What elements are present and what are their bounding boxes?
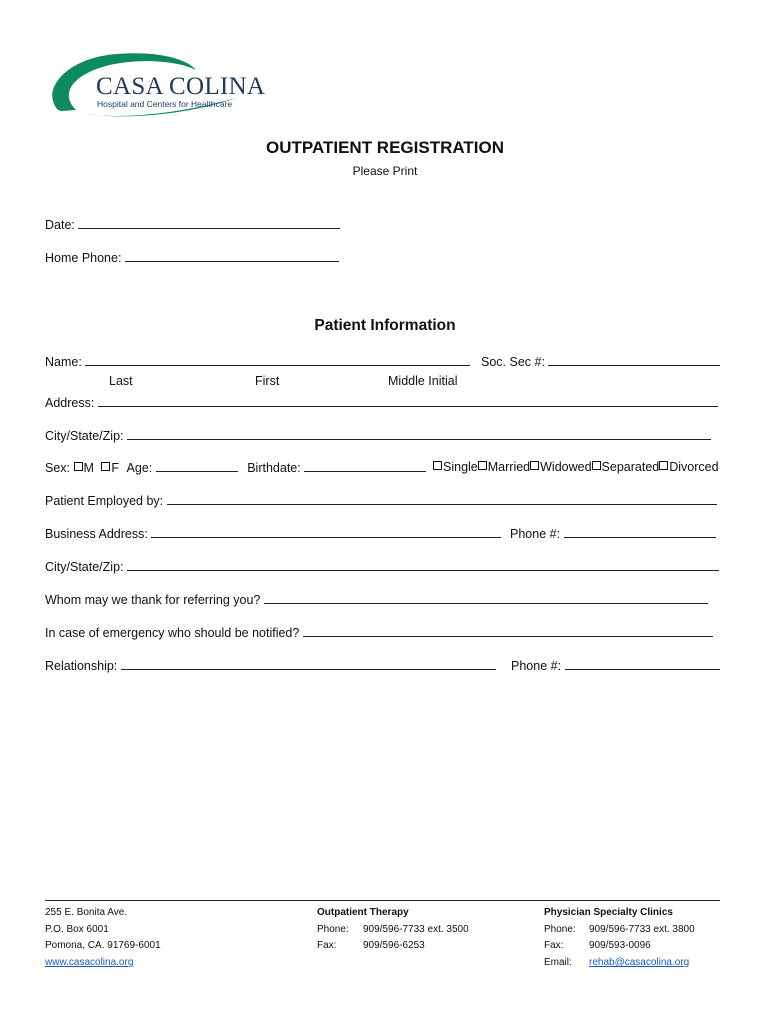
business-address-input-line[interactable] — [151, 526, 501, 538]
city-state-zip-field[interactable] — [45, 428, 711, 443]
marital-single-label: Single — [443, 460, 478, 474]
emergency-phone-input-line[interactable] — [565, 658, 720, 670]
footer-physician-email-link[interactable]: rehab@casacolina.org — [589, 957, 690, 968]
footer-outpatient-phone: 909/596-7733 ext. 3500 — [363, 924, 469, 935]
footer-physician-phone: 909/596-7733 ext. 3800 — [589, 924, 695, 935]
age-label: Age: — [126, 461, 153, 475]
footer-physician-fax-label: Fax: — [544, 940, 564, 951]
business-phone-input-line[interactable] — [564, 526, 716, 538]
address-field[interactable] — [45, 395, 718, 410]
logo-name: CASA COLINA — [96, 73, 266, 100]
home-phone-input-line[interactable] — [125, 250, 339, 262]
sex-label: Sex: — [45, 461, 71, 475]
section-title: Patient Information — [314, 317, 456, 334]
emergency-label: In case of emergency who should be notified? — [45, 626, 300, 640]
footer-outpatient-fax-label: Fax: — [317, 940, 337, 951]
marital-married-label: Married — [487, 460, 531, 474]
footer-outpatient-title: Outpatient Therapy — [317, 907, 409, 918]
footer-website-link[interactable]: www.casacolina.org — [45, 957, 134, 968]
footer-physician-phone-label: Phone: — [544, 924, 576, 935]
logo-tagline: Hospital and Centers for Healthcare — [97, 99, 233, 109]
footer-city: Pomona, CA. 91769-6001 — [45, 940, 161, 951]
marital-status-group — [433, 460, 719, 474]
referral-input-line[interactable] — [264, 592, 708, 604]
sex-f-checkbox[interactable] — [101, 462, 110, 471]
address-label: Address: — [45, 396, 95, 410]
address-input-line[interactable] — [98, 395, 718, 407]
business-address-label: Business Address: — [45, 527, 148, 541]
employed-by-input-line[interactable] — [167, 493, 717, 505]
page-subtitle: Please Print — [352, 164, 418, 178]
name-sub-first: First — [255, 374, 280, 388]
date-label: Date: — [45, 218, 75, 232]
footer-outpatient-fax: 909/596-6253 — [363, 940, 425, 951]
employed-by-label: Patient Employed by: — [45, 494, 164, 508]
city-state-zip-2-field[interactable] — [45, 559, 719, 574]
footer-physician-email-label: Email: — [544, 957, 572, 968]
soc-sec-input-line[interactable] — [548, 354, 720, 366]
business-phone-label: Phone #: — [510, 527, 561, 541]
home-phone-field[interactable] — [45, 250, 339, 265]
business-address-field[interactable] — [45, 526, 501, 541]
marital-widowed-label: Widowed — [540, 460, 592, 474]
footer-street: 255 E. Bonita Ave. — [45, 907, 128, 918]
footer-divider — [45, 900, 720, 901]
sex-age-birth-row — [45, 460, 426, 475]
employed-by-field[interactable] — [45, 493, 717, 508]
emergency-phone-field[interactable] — [511, 658, 720, 673]
soc-sec-label: Soc. Sec #: — [481, 355, 545, 369]
city-state-zip-2-input-line[interactable] — [127, 559, 719, 571]
birthdate-label: Birthdate: — [247, 461, 301, 475]
birthdate-input-line[interactable] — [304, 460, 426, 472]
date-field[interactable] — [45, 217, 340, 232]
footer-physician-fax: 909/593-0096 — [589, 940, 651, 951]
business-phone-field[interactable] — [510, 526, 716, 541]
age-input-line[interactable] — [156, 460, 238, 472]
name-sub-last: Last — [109, 374, 133, 388]
sex-m-label: M — [83, 461, 94, 475]
name-label: Name: — [45, 355, 82, 369]
city-state-zip-2-label: City/State/Zip: — [45, 560, 124, 574]
marital-divorced-label: Divorced — [669, 460, 719, 474]
home-phone-label: Home Phone: — [45, 251, 122, 265]
emergency-phone-label: Phone #: — [511, 659, 562, 673]
soc-sec-field[interactable] — [481, 354, 720, 369]
name-input-line[interactable] — [85, 354, 470, 366]
referral-label: Whom may we thank for referring you? — [45, 593, 261, 607]
marital-separated-checkbox[interactable] — [592, 461, 601, 470]
marital-widowed-checkbox[interactable] — [530, 461, 539, 470]
footer-outpatient-phone-label: Phone: — [317, 924, 349, 935]
relationship-field[interactable] — [45, 658, 496, 673]
city-state-zip-label: City/State/Zip: — [45, 429, 124, 443]
relationship-label: Relationship: — [45, 659, 118, 673]
marital-divorced-checkbox[interactable] — [659, 461, 668, 470]
marital-separated-label: Separated — [601, 460, 660, 474]
sex-m-checkbox[interactable] — [74, 462, 83, 471]
name-field[interactable] — [45, 354, 470, 369]
name-sub-middle: Middle Initial — [388, 374, 458, 388]
referral-field[interactable] — [45, 592, 708, 607]
marital-married-checkbox[interactable] — [478, 461, 487, 470]
footer-physician-title: Physician Specialty Clinics — [544, 907, 673, 918]
date-input-line[interactable] — [78, 217, 340, 229]
emergency-field[interactable] — [45, 625, 713, 640]
city-state-zip-input-line[interactable] — [127, 428, 711, 440]
marital-single-checkbox[interactable] — [433, 461, 442, 470]
footer-po-box: P.O. Box 6001 — [45, 924, 109, 935]
emergency-input-line[interactable] — [303, 625, 713, 637]
relationship-input-line[interactable] — [121, 658, 496, 670]
sex-f-label: F — [111, 461, 120, 475]
page-title: OUTPATIENT REGISTRATION — [266, 138, 504, 157]
